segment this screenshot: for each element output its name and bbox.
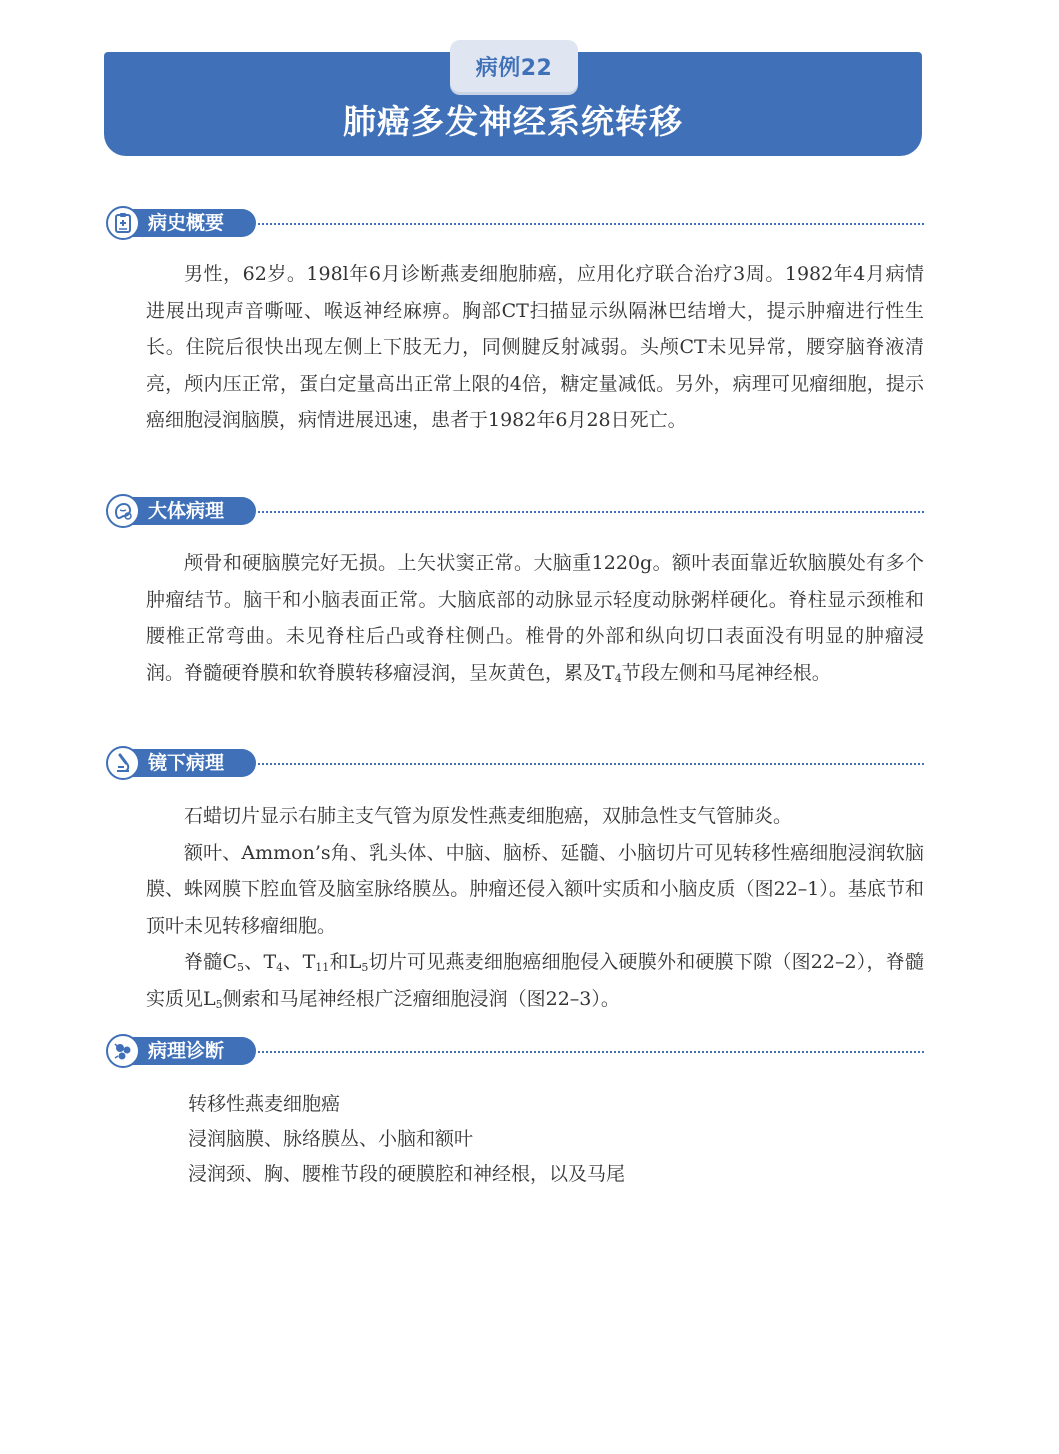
cells-icon (106, 1034, 140, 1068)
page-title: 肺癌多发神经系统转移 (343, 102, 683, 141)
dotted-divider (258, 511, 924, 513)
history-paragraph: 男性，62岁。198l年6月诊断燕麦细胞肺癌，应用化疗联合治疗3周。1982年4月病情进展出现声音嘶哑、喉返神经麻痹。胸部CT扫描显示纵隔淋巴结增大，提示肿瘤进行性生长。住院后很快出现左侧上下肢无力，同侧腱反射减弱。头颅CT未见异常，腰穿脑脊液清亮，颅内压正常，蛋白定量高出正常上限的4倍，糖定量减低。另外，病理可见瘤细胞，提示癌细胞浸润脑膜，病情进展迅速，患者于1982年6月28日死亡。 (146, 263, 924, 431)
section-heading-history (106, 206, 924, 240)
gross-text (146, 545, 924, 691)
section-title: 大体病理 (148, 500, 225, 522)
section-heading-microscopic (106, 746, 924, 780)
dotted-divider (258, 1051, 924, 1053)
section-heading-diagnosis (106, 1034, 924, 1068)
microscopic-paragraph-2: 额叶、Ammon’s角、乳头体、中脑、脑桥、延髓、小脑切片可见转移性癌细胞浸润软脑膜、蛛网膜下腔血管及脑室脉络膜丛。肿瘤还侵入额叶实质和小脑皮质（图22–1）。基底节和顶叶未见转移瘤细胞。 (146, 841, 924, 937)
organ-icon (106, 494, 140, 528)
case-number-label: 病例22 (475, 55, 553, 81)
diagnosis-item: 转移性燕麦细胞癌 (188, 1093, 341, 1115)
section-title: 镜下病理 (148, 752, 225, 774)
dotted-divider (258, 763, 924, 765)
history-text (146, 256, 924, 439)
section-title: 病理诊断 (148, 1040, 225, 1062)
gross-paragraph: 颅骨和硬脑膜完好无损。上矢状窦正常。大脑重1220g。额叶表面靠近软脑膜处有多个肿瘤结节。脑干和小脑表面正常。大脑底部的动脉显示轻度动脉粥样硬化。脊柱显示颈椎和腰椎正常弯曲。未见脊柱后凸或脊柱侧凸。椎骨的外部和纵向切口表面没有明显的肿瘤浸润。脊髓硬脊膜和软脊膜转移瘤浸润，呈灰黄色，累及$T_4$节段左侧和马尾神经根。 (146, 552, 924, 685)
microscopic-text (146, 798, 924, 1017)
diagnosis-item: 浸润脑膜、脉络膜丛、小脑和额叶 (188, 1128, 474, 1150)
section-title: 病史概要 (148, 212, 225, 234)
microscopic-paragraph-3: 脊髓$C_5$、$T_4$、$T_{11}$和$L_5$切片可见燕麦细胞癌细胞侵入硬膜外和硬膜下隙（图22–2），脊髓实质见$L_5$侧索和马尾神经根广泛瘤细胞浸润（图22–3）。 (146, 951, 924, 1011)
diagnosis-list (188, 1087, 625, 1192)
diagnosis-item: 浸润颈、胸、腰椎节段的硬膜腔和神经根，以及马尾 (188, 1163, 626, 1185)
clipboard-icon (106, 206, 140, 240)
section-heading-gross (106, 494, 924, 528)
microscopic-paragraph-1: 石蜡切片显示右肺主支气管为原发性燕麦细胞癌，双肺急性支气管肺炎。 (184, 805, 793, 827)
dotted-divider (258, 223, 924, 225)
microscope-icon (106, 746, 140, 780)
